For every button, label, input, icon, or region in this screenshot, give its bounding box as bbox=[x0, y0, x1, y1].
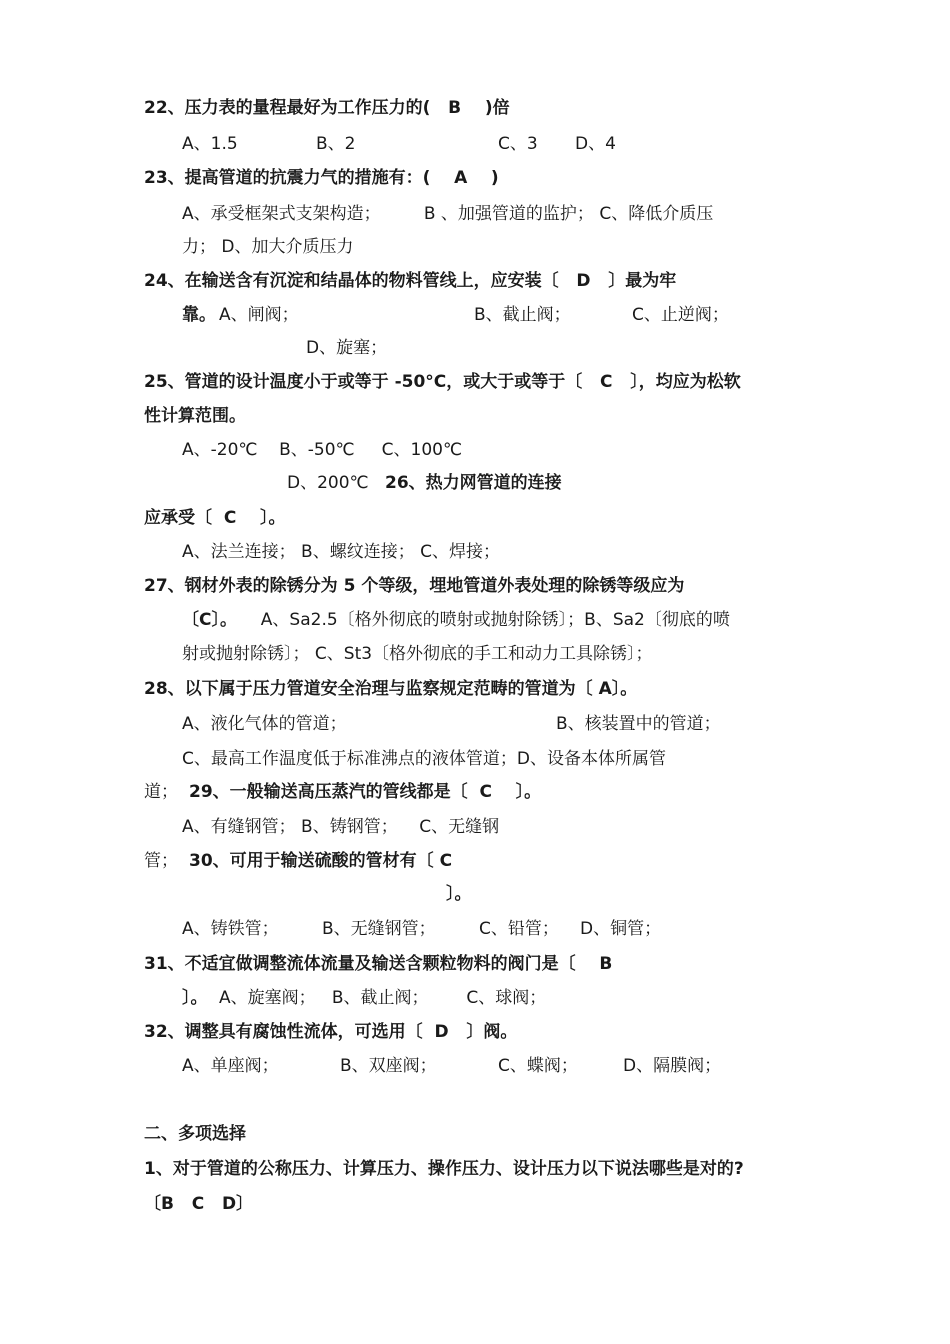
q23-stem: 23、提高管道的抗震力气的措施有：( A ) bbox=[144, 168, 499, 188]
q29-stem: 29、一般输送高压蒸汽的管线都是〔 C 〕。 bbox=[189, 782, 542, 802]
q24-option-d: D、旋塞； bbox=[306, 338, 388, 358]
q25-stem: 25、管道的设计温度小于或等于 -50°C，或大于或等于〔 C 〕，均应为松软 bbox=[144, 372, 741, 392]
q27-options-line1: A、Sa2.5〔格外彻底的喷射或抛射除锈〕；B、Sa2〔彻底的喷 bbox=[250, 610, 730, 630]
q25-options: A、-20℃ B、-50℃ C、100℃ bbox=[182, 440, 463, 460]
q28-option-b: B、核装置中的管道； bbox=[556, 714, 721, 734]
q31-options: A、旋塞阀； B、截止阀； C、球阀； bbox=[219, 988, 547, 1008]
q32-option-d: D、隔膜阀； bbox=[623, 1056, 722, 1076]
q30-stem: 30、可用于输送硫酸的管材有〔 C bbox=[189, 851, 453, 871]
q24-option-b: B、截止阀； bbox=[474, 305, 571, 325]
q31-stem: 31、不适宜做调整流体流量及输送含颗粒物料的阀门是〔 B bbox=[144, 954, 613, 974]
q32-option-c: C、蝶阀； bbox=[498, 1056, 578, 1076]
q22-option-c: C、3 bbox=[498, 134, 538, 154]
section2-q1-stem: 1、对于管道的公称压力、计算压力、操作压力、设计压力以下说法哪些是对的? bbox=[144, 1159, 744, 1179]
q32-option-a: A、单座阀； bbox=[182, 1056, 279, 1076]
q25-option-d: D、200℃ bbox=[287, 473, 369, 493]
q28-options-cd: C、最高工作温度低于标准沸点的液体管道；D、设备本体所属管 bbox=[182, 749, 666, 769]
q32-stem: 32、调整具有腐蚀性流体，可选用〔 D 〕阀。 bbox=[144, 1022, 518, 1042]
q29-options-tail: 管； bbox=[144, 851, 178, 871]
q26-stem-continued: 应承受〔 C 〕。 bbox=[144, 508, 286, 528]
q27-answer: 〔C〕。 bbox=[182, 610, 237, 630]
q22-option-b: B、2 bbox=[316, 134, 356, 154]
q28-options-tail: 道； bbox=[144, 782, 178, 802]
q30-option-b: B、无缝钢管； bbox=[322, 919, 436, 939]
q22-option-d: D、4 bbox=[575, 134, 616, 154]
q30-option-c: C、铅管； bbox=[479, 919, 559, 939]
q26-options: A、法兰连接； B、螺纹连接； C、焊接； bbox=[182, 542, 500, 562]
q22-stem: 22、压力表的量程最好为工作压力的( B )倍 bbox=[144, 98, 510, 118]
q25-stem-continued: 性计算范围。 bbox=[144, 406, 246, 426]
q22-option-a: A、1.5 bbox=[182, 134, 238, 154]
q23-options-line2: 力； D、加大介质压力 bbox=[182, 237, 354, 257]
q28-option-a: A、液化气体的管道； bbox=[182, 714, 347, 734]
q26-stem: 26、热力网管道的连接 bbox=[385, 473, 562, 493]
q27-stem: 27、钢材外表的除锈分为 5 个等级，埋地管道外表处理的除锈等级应为 bbox=[144, 576, 685, 596]
q32-option-b: B、双座阀； bbox=[340, 1056, 437, 1076]
q24-option-a: A、闸阀； bbox=[219, 305, 299, 325]
q24-stem: 24、在输送含有沉淀和结晶体的物料管线上，应安装〔 D 〕最为牢 bbox=[144, 271, 677, 291]
q28-stem: 28、以下属于压力管道安全治理与监察规定范畴的管道为〔 A〕。 bbox=[144, 679, 638, 699]
q24-option-c: C、止逆阀； bbox=[632, 305, 729, 325]
section2-q1-answer: 〔B C D〕 bbox=[144, 1194, 254, 1214]
q29-options: A、有缝钢管； B、铸钢管； C、无缝钢 bbox=[182, 817, 500, 837]
q24-stem-continued: 靠。 bbox=[182, 305, 216, 325]
q30-stem-continued: 〕。 bbox=[446, 884, 472, 904]
q23-options-line1: A、承受框架式支架构造； B 、加强管道的监护； C、降低介质压 bbox=[182, 204, 714, 224]
q30-option-d: D、铜管； bbox=[580, 919, 662, 939]
q27-options-line2: 射或抛射除锈〕； C、St3〔格外彻底的手工和动力工具除锈〕； bbox=[182, 644, 653, 664]
q30-option-a: A、铸铁管； bbox=[182, 919, 279, 939]
section2-title: 二、多项选择 bbox=[144, 1124, 246, 1144]
q31-stem-continued: 〕。 bbox=[182, 988, 208, 1008]
